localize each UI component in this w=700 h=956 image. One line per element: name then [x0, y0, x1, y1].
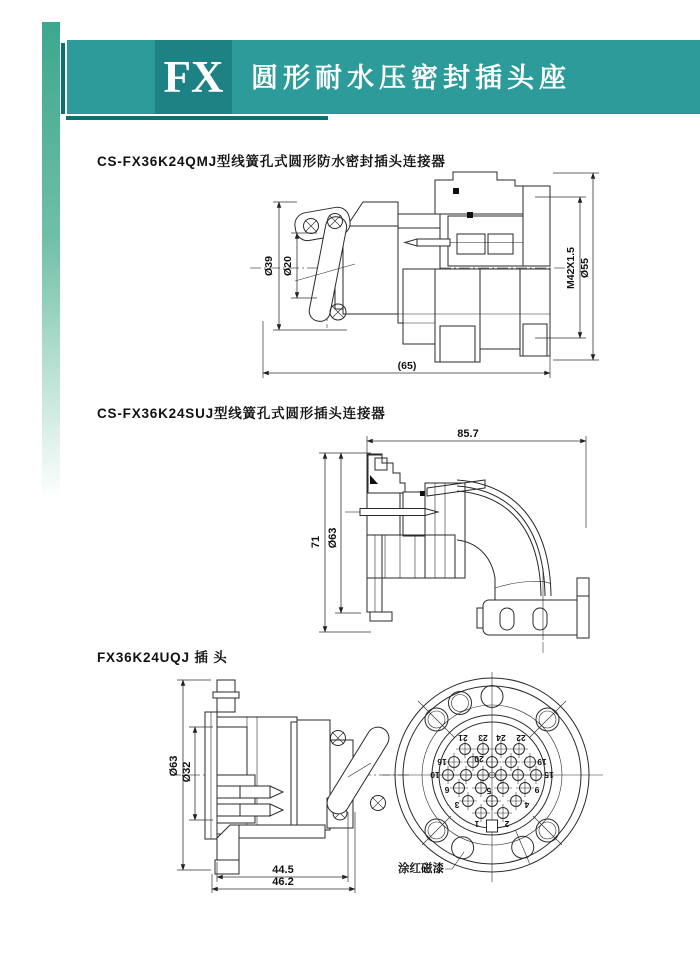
contact-pin-number: 3 [454, 800, 460, 810]
dim-d55: Ø55 [579, 258, 591, 278]
paint-note: 涂红磁漆 [398, 863, 444, 875]
dim-d39: Ø39 [263, 256, 275, 276]
dim-length: (65) [397, 360, 417, 372]
brand-logo-box [155, 40, 232, 114]
contact-pin-number: 21 [458, 733, 468, 743]
page-accent-stripe [42, 22, 60, 500]
page-title: 圆形耐水压密封插头座 [251, 63, 571, 93]
dim-d20: Ø20 [282, 256, 294, 276]
bayonet-lever [293, 205, 355, 328]
dim-len-b: 46.2 [272, 876, 294, 888]
contact-pin-number: 16 [437, 757, 447, 767]
drawing-uqj-plug [155, 662, 640, 914]
banner-shadow-bottom [66, 116, 328, 120]
contact-pin-number: 24 [496, 733, 506, 743]
contact-pin-number: 23 [478, 733, 488, 743]
drawing-qmj-cross-section [235, 166, 605, 391]
contact-pin-number: 6 [444, 785, 450, 795]
banner-shadow [61, 43, 65, 114]
section-title-suj: CS-FX36K24SUJ型线簧孔式圆形插头连接器 [97, 406, 386, 421]
dim-len-a: 44.5 [272, 864, 294, 876]
dim-height: 71 [310, 535, 322, 549]
drawing-suj-right-angle [305, 428, 625, 658]
contact-pin-number: 4 [524, 800, 530, 810]
contact-pin-number: 2 [504, 819, 510, 829]
dim-d63: Ø63 [168, 755, 180, 777]
dim-d63: Ø63 [327, 527, 339, 549]
section-title-uqj: FX36K24UQJ 插 头 [97, 650, 228, 665]
connector-body [250, 172, 570, 362]
contact-pin-number: 19 [537, 757, 547, 767]
contact-pin-number: 9 [534, 785, 540, 795]
plug-side-view [168, 680, 410, 893]
contact-pin-number: 5 [486, 786, 492, 796]
contact-pin-number: 20 [474, 754, 484, 764]
header-banner [67, 40, 700, 114]
contact-pin-number: 22 [516, 733, 526, 743]
plug-face-view [383, 672, 603, 882]
brand-logo: FX [163, 52, 224, 102]
contact-pin-number: 1 [474, 819, 480, 829]
contact-pin-number: 10 [430, 770, 440, 780]
contact-pin-number: 15 [544, 770, 554, 780]
dim-d32: Ø32 [181, 761, 193, 783]
connector-body [345, 454, 589, 656]
dim-width: 85.7 [457, 428, 479, 440]
section-title-qmj: CS-FX36K24QMJ型线簧孔式圆形防水密封插头连接器 [97, 154, 446, 169]
dim-thread: M42X1.5 [565, 246, 577, 290]
